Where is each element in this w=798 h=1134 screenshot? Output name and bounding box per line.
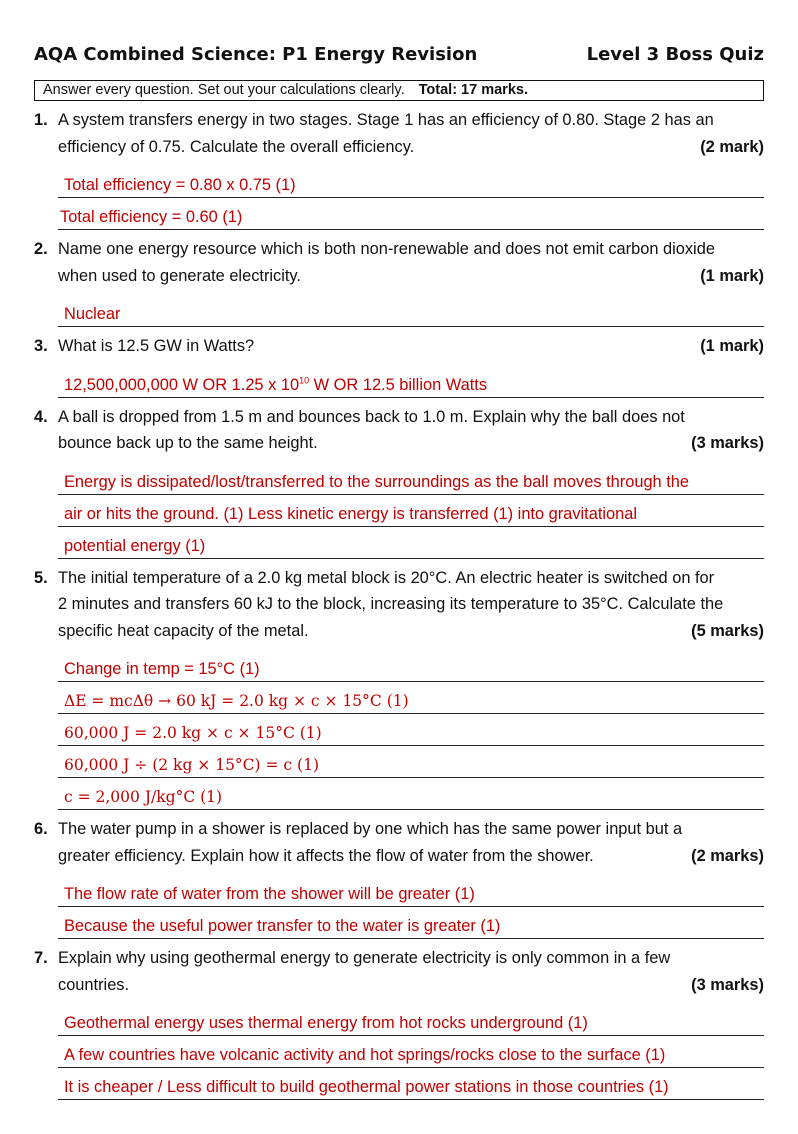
question-text-line: Explain why using geothermal energy to generate electricity is only common in a few (58, 949, 671, 967)
answer-line: A few countries have volcanic activity and hot springs/rocks close to the surface (1) (58, 1036, 764, 1068)
answer-line: air or hits the ground. (1) Less kinetic energy is transferred (1) into gravitational (58, 495, 764, 527)
answer-lines (58, 295, 764, 327)
answer-text: W OR 12.5 billion Watts (309, 375, 488, 394)
answer-line: It is cheaper / Less difficult to build geothermal power stations in those countries (1) (58, 1068, 764, 1100)
answer-lines (58, 875, 764, 939)
question-text-line: The initial temperature of a 2.0 kg metal block is 20°C. An electric heater is switched on for (58, 568, 715, 587)
question-marks: (2 marks) (691, 846, 764, 865)
answer-text: 12,500,000,000 W OR 1.25 x 10 (64, 375, 300, 394)
question-4 (34, 404, 764, 559)
question-number: 5. (34, 568, 48, 587)
answer-line: Because the useful power transfer to the water is greater (1) (58, 907, 764, 939)
answer-line (58, 366, 764, 398)
question-text-line: A ball is dropped from 1.5 m and bounces back to 1.0 m. Explain why the ball does not (58, 407, 685, 426)
answer-line: c = 2,000 J/kg°C (1) (58, 778, 764, 810)
answer-line: Change in temp = 15°C (1) (58, 650, 764, 682)
answer-lines (58, 1004, 764, 1100)
question-2 (34, 236, 764, 327)
question-marks: (3 marks) (691, 975, 764, 994)
question-number: 2. (34, 240, 48, 258)
answer-line: 60,000 J ÷ (2 kg × 15°C) = c (1) (58, 746, 764, 778)
answer-line: 60,000 J = 2.0 kg × c × 15°C (1) (58, 714, 764, 746)
question-text-line: specific heat capacity of the metal. (58, 621, 309, 640)
question-marks: (2 mark) (700, 137, 764, 156)
question-text-line: efficiency of 0.75. Calculate the overall efficiency. (58, 137, 415, 156)
answer-line: The flow rate of water from the shower will be greater (1) (58, 875, 764, 907)
answer-lines (58, 463, 764, 559)
answer-line: Geothermal energy uses thermal energy from hot rocks underground (1) (58, 1004, 764, 1036)
worksheet (34, 44, 764, 1100)
answer-line: Total efficiency = 0.60 (1) (58, 198, 764, 230)
question-7 (34, 945, 764, 1100)
question-text-line: bounce back up to the same height. (58, 434, 318, 452)
instructions-box (34, 80, 764, 101)
question-number: 1. (34, 111, 48, 129)
answer-exponent: 10 (299, 375, 310, 386)
question-text-line: A system transfers energy in two stages. Stage 1 has an efficiency of 0.80. Stage 2 has an (58, 111, 714, 129)
question-text-line: 2 minutes and transfers 60 kJ to the block, increasing its temperature to 35°C. Calculate the (58, 595, 724, 613)
answer-line: potential energy (1) (58, 527, 764, 559)
question-text-line: Name one energy resource which is both non-renewable and does not emit carbon dioxide (58, 240, 715, 258)
answer-line: Energy is dissipated/lost/transferred to the surroundings as the ball moves through the (58, 463, 764, 495)
question-6 (34, 816, 764, 939)
question-number: 4. (34, 407, 48, 426)
answer-lines (58, 650, 764, 810)
question-text-line: What is 12.5 GW in Watts? (58, 337, 255, 355)
question-marks: (1 mark) (700, 266, 764, 285)
question-marks: (1 mark) (700, 337, 764, 355)
question-number: 3. (34, 337, 48, 355)
answer-line: Total efficiency = 0.80 x 0.75 (1) (58, 166, 764, 198)
quiz-level: Level 3 Boss Quiz (586, 44, 764, 65)
question-marks: (5 marks) (691, 621, 764, 640)
question-number: 6. (34, 820, 48, 838)
question-1 (34, 107, 764, 230)
question-text-line: countries. (58, 975, 130, 994)
question-5 (34, 565, 764, 811)
question-text-line: when used to generate electricity. (58, 266, 301, 285)
answer-lines (58, 166, 764, 230)
header (34, 44, 764, 70)
question-number: 7. (34, 949, 48, 967)
worksheet-title: AQA Combined Science: P1 Energy Revision (34, 44, 478, 65)
question-marks: (3 marks) (691, 434, 764, 452)
answer-line: Nuclear (58, 295, 764, 327)
total-marks: Total: 17 marks. (418, 82, 528, 98)
question-text-line: greater efficiency. Explain how it affects the flow of water from the shower. (58, 846, 594, 865)
answer-lines (58, 366, 764, 398)
instructions-text: Answer every question. Set out your calculations clearly. (43, 82, 405, 98)
question-text-line: The water pump in a shower is replaced by one which has the same power input but a (58, 820, 683, 838)
answer-line: ΔE = mcΔθ → 60 kJ = 2.0 kg × c × 15°C (1) (58, 682, 764, 714)
question-3 (34, 333, 764, 398)
